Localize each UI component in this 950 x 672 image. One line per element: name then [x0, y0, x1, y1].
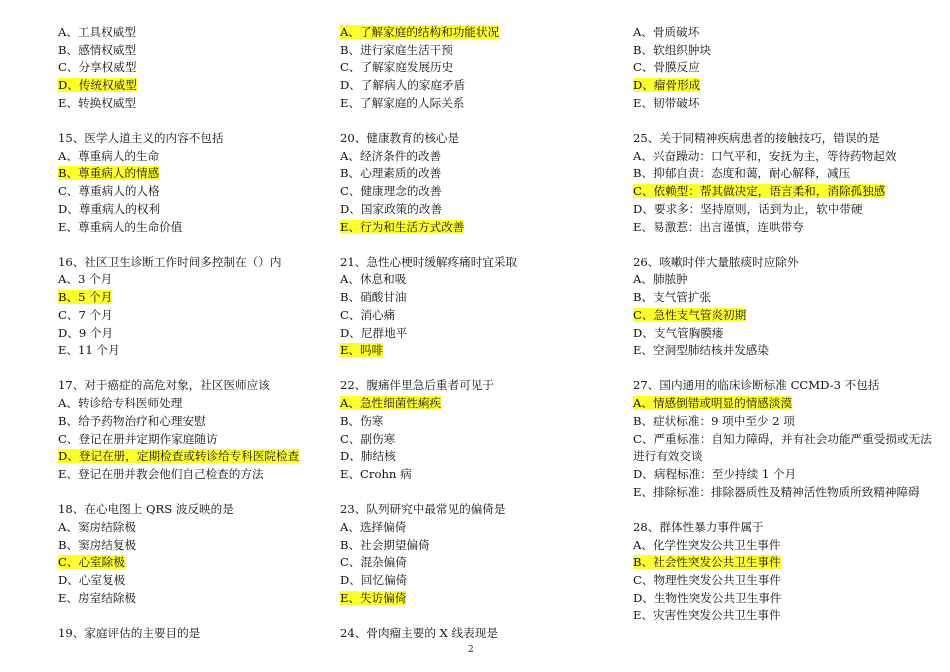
option-line — [633, 554, 933, 572]
option-line — [340, 572, 610, 590]
highlighted-answer: E、行为和生活方式改善 — [340, 219, 465, 234]
option-line — [58, 325, 320, 343]
line-text: C、了解家庭发展历史 — [340, 60, 454, 75]
option-line — [58, 590, 320, 608]
option-line — [58, 395, 320, 413]
option-line — [58, 342, 320, 360]
line-text: C、登记在册并定期作家庭随访 — [58, 431, 218, 446]
line-text: B、感情权威型 — [58, 42, 137, 57]
question-stem — [633, 130, 933, 148]
page-number: 2 — [468, 645, 474, 655]
line-text: A、选择偏倚 — [340, 519, 407, 534]
highlighted-answer: D、传统权威型 — [58, 78, 137, 93]
highlighted-answer: B、5 个月 — [58, 290, 113, 305]
question-block — [633, 254, 933, 360]
line-text: 15、医学人道主义的内容不包括 — [58, 131, 224, 146]
option-line — [340, 42, 610, 60]
question-block — [58, 625, 320, 643]
highlighted-answer: D、瘤骨形成 — [633, 78, 701, 93]
question-block — [633, 24, 933, 113]
line-text: A、转诊给专科医师处理 — [58, 396, 183, 411]
column-3 — [633, 24, 933, 643]
line-text: E、空洞型肺结核并发感染 — [633, 343, 769, 358]
highlighted-answer: C、依赖型：帮其做决定，语言柔和，消除孤独感 — [633, 184, 886, 199]
line-text: B、给予药物治疗和心理安慰 — [58, 413, 206, 428]
option-line — [633, 42, 933, 60]
line-text: E、转换权威型 — [58, 95, 137, 110]
question-stem — [58, 625, 320, 643]
line-text: 18、在心电图上 QRS 波反映的是 — [58, 502, 234, 517]
option-line — [58, 77, 320, 95]
option-line — [633, 201, 933, 219]
question-block — [340, 130, 610, 236]
line-text: D、肺结核 — [340, 449, 396, 464]
line-text: B、社会期望偏倚 — [340, 537, 430, 552]
question-stem — [340, 377, 610, 395]
line-text: B、伤寒 — [340, 413, 384, 428]
option-line — [633, 165, 933, 183]
highlighted-answer: A、急性细菌性痢疾 — [340, 396, 442, 411]
question-stem — [340, 625, 610, 643]
line-text: A、尊重病人的生命 — [58, 148, 160, 163]
option-line — [340, 59, 610, 77]
option-line — [340, 466, 610, 484]
option-line — [58, 271, 320, 289]
line-text: 25、关于同精神疾病患者的接触技巧，错误的是 — [633, 131, 880, 146]
option-line — [58, 42, 320, 60]
column-1 — [58, 24, 320, 660]
line-text: E、韧带破坏 — [633, 95, 700, 110]
line-text: D、9 个月 — [58, 325, 114, 340]
option-line — [58, 413, 320, 431]
line-text: B、症状标准：9 项中至少 2 项 — [633, 413, 795, 428]
question-stem — [340, 501, 610, 519]
line-text: D、尊重病人的权利 — [58, 201, 161, 216]
highlighted-answer: C、急性支气管炎初期 — [633, 307, 747, 322]
option-line — [340, 165, 610, 183]
highlighted-answer: B、社会性突发公共卫生事件 — [633, 555, 781, 570]
option-line — [58, 183, 320, 201]
question-block — [633, 130, 933, 236]
option-line — [58, 219, 320, 237]
highlighted-answer: D、登记在册，定期检查或转诊给专科医院检查 — [58, 449, 300, 464]
option-line — [633, 395, 933, 413]
question-block — [58, 377, 320, 483]
question-block — [340, 625, 610, 643]
option-line — [633, 289, 933, 307]
line-text: D、尼群地平 — [340, 325, 408, 340]
option-line — [340, 271, 610, 289]
option-line — [633, 59, 933, 77]
line-text: A、工具权威型 — [58, 25, 136, 39]
line-text: C、健康理念的改善 — [340, 184, 442, 199]
option-line — [340, 95, 610, 113]
question-block — [58, 24, 320, 113]
option-line — [340, 395, 610, 413]
option-line — [58, 537, 320, 555]
line-text: 16、社区卫生诊断工作时间多控制在（）内 — [58, 254, 282, 269]
highlighted-answer: C、心室除极 — [58, 555, 125, 570]
question-stem — [633, 519, 933, 537]
option-line — [633, 607, 933, 625]
line-text: E、排除标准：排除器质性及精神活性物质所致精神障碍 — [633, 484, 920, 499]
option-line — [633, 307, 933, 325]
line-text: D、生物性突发公共卫生事件 — [633, 590, 782, 605]
line-text: A、肺脓肿 — [633, 272, 688, 287]
question-stem — [633, 254, 933, 272]
line-text: A、兴奋躁动：口气平和，安抚为主，等待药物起效 — [633, 148, 897, 163]
option-line — [633, 148, 933, 166]
option-line — [340, 537, 610, 555]
line-text: 26、咳嗽时伴大量脓痰时应除外 — [633, 254, 799, 269]
highlighted-answer: A、情感倒错或明显的情感淡漠 — [633, 396, 793, 411]
question-stem — [58, 501, 320, 519]
line-text: 24、骨肉瘤主要的 X 线表现是 — [340, 625, 498, 640]
option-line — [58, 466, 320, 484]
option-line — [340, 590, 610, 608]
option-line — [340, 448, 610, 466]
line-text: 20、健康教育的核心是 — [340, 131, 460, 146]
line-text: A、骨质破坏 — [633, 25, 700, 39]
option-line — [58, 448, 320, 466]
option-line — [58, 289, 320, 307]
line-text: 22、腹痛伴里急后重者可见于 — [340, 378, 494, 393]
option-line — [58, 165, 320, 183]
line-text: C、7 个月 — [58, 307, 113, 322]
option-line — [340, 519, 610, 537]
line-text: B、抑郁自责：态度和蔼，耐心解释，减压 — [633, 166, 851, 181]
line-text: E、Crohn 病 — [340, 466, 412, 481]
question-block — [633, 519, 933, 625]
line-text: C、物理性突发公共卫生事件 — [633, 572, 781, 587]
line-text: C、骨膜反应 — [633, 60, 700, 75]
line-text: 21、急性心梗时缓解疼痛时宜采取 — [340, 254, 518, 269]
line-text: 23、队列研究中最常见的偏倚是 — [340, 502, 506, 517]
line-text: A、休息和吸 — [340, 272, 407, 287]
highlighted-answer: E、吗啡 — [340, 343, 384, 358]
line-text: E、了解家庭的人际关系 — [340, 95, 465, 110]
highlighted-answer: E、失访偏倚 — [340, 590, 407, 605]
option-line — [340, 325, 610, 343]
highlighted-answer: A、了解家庭的结构和功能状况 — [340, 25, 500, 39]
option-line — [58, 431, 320, 449]
option-line — [633, 95, 933, 113]
line-text: C、尊重病人的人格 — [58, 184, 160, 199]
option-line — [58, 572, 320, 590]
option-line — [340, 342, 610, 360]
line-text: A、3 个月 — [58, 272, 113, 287]
line-text: E、尊重病人的生命价值 — [58, 219, 183, 234]
line-text: B、软组织肿块 — [633, 42, 712, 57]
line-text: 19、家庭评估的主要目的是 — [58, 625, 201, 640]
option-line — [633, 183, 933, 201]
line-text: C、严重标准：自知力障碍，并有社会功能严重受损或无法进行有效交谈 — [633, 431, 932, 464]
option-line — [58, 554, 320, 572]
option-line — [58, 24, 320, 42]
highlighted-answer: B、尊重病人的情感 — [58, 166, 160, 181]
option-line — [633, 24, 933, 42]
line-text: C、消心痛 — [340, 307, 396, 322]
option-line — [58, 148, 320, 166]
option-line — [340, 413, 610, 431]
option-line — [633, 77, 933, 95]
option-line — [340, 431, 610, 449]
line-text: B、支气管扩张 — [633, 290, 712, 305]
option-line — [340, 554, 610, 572]
question-block — [58, 130, 320, 236]
question-block — [340, 377, 610, 483]
line-text: D、要求多：坚持原则，话到为止，软中带硬 — [633, 201, 863, 216]
option-line — [340, 289, 610, 307]
line-text: B、进行家庭生活干预 — [340, 42, 453, 57]
question-stem — [633, 377, 933, 395]
option-line — [633, 219, 933, 237]
line-text: A、化学性突发公共卫生事件 — [633, 537, 781, 552]
option-line — [633, 572, 933, 590]
option-line — [58, 519, 320, 537]
option-line — [633, 590, 933, 608]
option-line — [633, 431, 933, 466]
line-text: D、心室复极 — [58, 572, 126, 587]
option-line — [633, 325, 933, 343]
option-line — [633, 466, 933, 484]
line-text: 27、国内通用的临床诊断标准 CCMD-3 不包括 — [633, 378, 880, 393]
line-text: C、副伤寒 — [340, 431, 396, 446]
line-text: B、窦房结复极 — [58, 537, 137, 552]
line-text: D、支气管胸膜瘘 — [633, 325, 724, 340]
option-line — [58, 201, 320, 219]
question-stem — [58, 130, 320, 148]
question-stem — [340, 254, 610, 272]
option-line — [340, 307, 610, 325]
line-text: A、窦房结除极 — [58, 519, 136, 534]
line-text: A、经济条件的改善 — [340, 148, 442, 163]
line-text: E、易激惹：出言谨慎，连哄带夸 — [633, 219, 804, 234]
option-line — [633, 342, 933, 360]
question-block — [340, 501, 610, 607]
option-line — [633, 537, 933, 555]
option-line — [58, 95, 320, 113]
question-block — [58, 254, 320, 360]
option-line — [58, 307, 320, 325]
line-text: E、登记在册并教会他们自己检查的方法 — [58, 466, 264, 481]
question-block — [58, 501, 320, 607]
line-text: D、国家政策的改善 — [340, 201, 443, 216]
line-text: D、了解病人的家庭矛盾 — [340, 78, 466, 93]
question-stem — [340, 130, 610, 148]
option-line — [340, 183, 610, 201]
question-stem — [58, 254, 320, 272]
line-text: C、分享权威型 — [58, 60, 137, 75]
option-line — [340, 201, 610, 219]
column-2 — [340, 24, 610, 660]
option-line — [58, 59, 320, 77]
line-text: E、11 个月 — [58, 343, 120, 358]
line-text: E、房室结除极 — [58, 590, 137, 605]
line-text: 28、群体性暴力事件属于 — [633, 519, 764, 534]
line-text: C、混杂偏倚 — [340, 555, 407, 570]
option-line — [340, 24, 610, 42]
option-line — [340, 77, 610, 95]
line-text: E、灾害性突发公共卫生事件 — [633, 608, 781, 623]
option-line — [633, 271, 933, 289]
line-text: 17、对于癌症的高危对象，社区医师应该 — [58, 378, 270, 393]
question-block — [340, 24, 610, 113]
option-line — [340, 219, 610, 237]
option-line — [633, 484, 933, 502]
line-text: D、病程标准：至少持续 1 个月 — [633, 466, 797, 481]
question-block — [340, 254, 610, 360]
question-stem — [58, 377, 320, 395]
option-line — [633, 413, 933, 431]
line-text: D、回忆偏倚 — [340, 572, 408, 587]
question-block — [633, 377, 933, 501]
line-text: B、心理素质的改善 — [340, 166, 442, 181]
option-line — [340, 148, 610, 166]
line-text: B、硝酸甘油 — [340, 290, 407, 305]
